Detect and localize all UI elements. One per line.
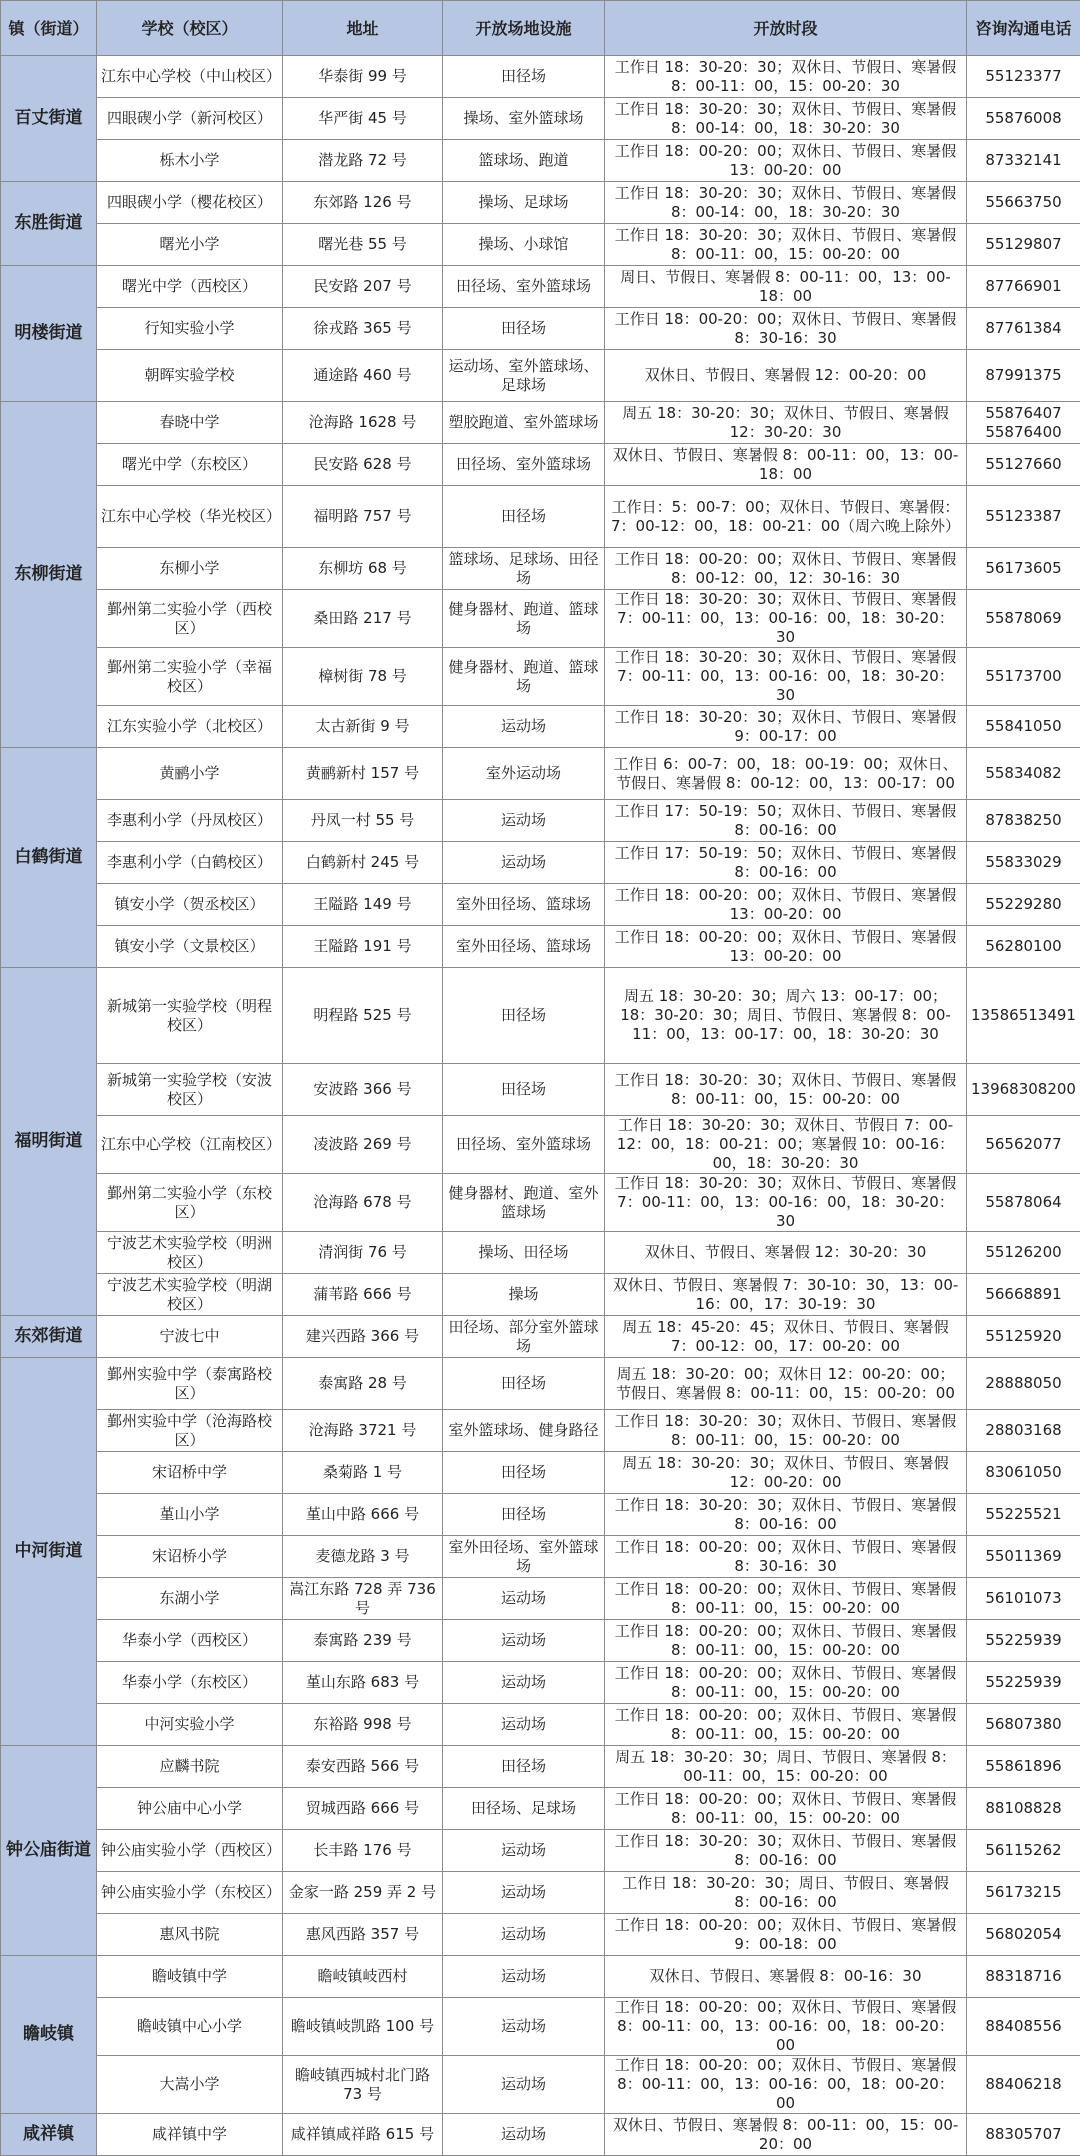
phone-cell: 87766901 xyxy=(967,266,1080,308)
address-cell: 王隘路 149 号 xyxy=(283,884,443,926)
school-cell: 鄞州第二实验小学（西校区） xyxy=(97,590,283,648)
phone-cell: 88406218 xyxy=(967,2056,1080,2114)
phone-cell: 88318716 xyxy=(967,1956,1080,1998)
facility-cell: 运动场 xyxy=(443,1998,605,2056)
table-row xyxy=(1,1830,1080,1872)
table-row xyxy=(1,968,1080,1064)
facility-cell: 运动场 xyxy=(443,1620,605,1662)
school-cell: 江东中心学校（中山校区） xyxy=(97,56,283,98)
phone-cell: 56807380 xyxy=(967,1704,1080,1746)
phone-cell: 55878069 xyxy=(967,590,1080,648)
school-cell: 咸祥镇中学 xyxy=(97,2114,283,2156)
hours-cell: 工作日 18：00-20：00；双休日、节假日、寒暑假 8：00-12：00，12：30-16：30 xyxy=(605,548,967,590)
table-row xyxy=(1,224,1080,266)
facility-cell: 运动场 xyxy=(443,1578,605,1620)
address-cell: 桑田路 217 号 xyxy=(283,590,443,648)
phone-cell: 55878064 xyxy=(967,1174,1080,1232)
facility-cell: 田径场、部分室外篮球场 xyxy=(443,1316,605,1358)
facility-cell: 田径场 xyxy=(443,486,605,548)
phone-cell: 55173700 xyxy=(967,648,1080,706)
address-cell: 潜龙路 72 号 xyxy=(283,140,443,182)
hours-cell: 周五 18：45-20：45；双休日、节假日、寒暑假 7：00-12：00，17：00-20：00 xyxy=(605,1316,967,1358)
facility-cell: 田径场 xyxy=(443,1452,605,1494)
hours-cell: 双休日、节假日、寒暑假 8：00-11：00，15：00-20：00 xyxy=(605,2114,967,2156)
hours-cell: 周日、节假日、寒暑假 8：00-11：00，13：00-18：00 xyxy=(605,266,967,308)
school-cell: 惠风书院 xyxy=(97,1914,283,1956)
address-cell: 曙光巷 55 号 xyxy=(283,224,443,266)
table-row xyxy=(1,2056,1080,2114)
town-cell: 钟公庙街道 xyxy=(1,1746,97,1956)
facility-cell: 篮球场、足球场、田径场 xyxy=(443,548,605,590)
hours-cell: 工作日 18：00-20：00；双休日、节假日、寒暑假 8：00-11：00，15：00-20：00 xyxy=(605,1704,967,1746)
phone-cell: 88108828 xyxy=(967,1788,1080,1830)
phone-cell: 56115262 xyxy=(967,1830,1080,1872)
school-cell: 钟公庙实验小学（西校区） xyxy=(97,1830,283,1872)
town-cell: 白鹤街道 xyxy=(1,748,97,968)
table-row xyxy=(1,2114,1080,2156)
table-row xyxy=(1,1914,1080,1956)
address-cell: 民安路 207 号 xyxy=(283,266,443,308)
table-row xyxy=(1,1662,1080,1704)
address-cell: 惠风西路 357 号 xyxy=(283,1914,443,1956)
address-cell: 堇山中路 666 号 xyxy=(283,1494,443,1536)
address-cell: 沧海路 678 号 xyxy=(283,1174,443,1232)
address-cell: 通途路 460 号 xyxy=(283,350,443,402)
header-address: 地址 xyxy=(283,1,443,56)
school-cell: 华泰小学（西校区） xyxy=(97,1620,283,1662)
address-cell: 王隘路 191 号 xyxy=(283,926,443,968)
table-row xyxy=(1,926,1080,968)
school-cell: 瞻岐镇中心小学 xyxy=(97,1998,283,2056)
hours-cell: 工作日 18：30-20：30；双休日、节假日、寒暑假 8：00-11：00，15：00-20：00 xyxy=(605,1064,967,1116)
facility-cell: 田径场 xyxy=(443,56,605,98)
hours-cell: 周五 18：30-20：30；周日、节假日、寒暑假 8：00-11：00，15：00-20：00 xyxy=(605,1746,967,1788)
phone-cell: 55011369 xyxy=(967,1536,1080,1578)
phone-cell: 56173215 xyxy=(967,1872,1080,1914)
table-row xyxy=(1,648,1080,706)
facility-cell: 操场、田径场 xyxy=(443,1232,605,1274)
facility-cell: 运动场 xyxy=(443,2056,605,2114)
school-cell: 黄鹂小学 xyxy=(97,748,283,800)
phone-cell: 83061050 xyxy=(967,1452,1080,1494)
hours-cell: 双休日、节假日、寒暑假 8：00-11：00，13：00-18：00 xyxy=(605,444,967,486)
address-cell: 建兴西路 366 号 xyxy=(283,1316,443,1358)
table-row xyxy=(1,1274,1080,1316)
address-cell: 瞻岐镇岐西村 xyxy=(283,1956,443,1998)
hours-cell: 工作日 18：00-20：00；双休日、节假日、寒暑假 8：00-11：00，15：00-20：00 xyxy=(605,1578,967,1620)
address-cell: 黄鹂新村 157 号 xyxy=(283,748,443,800)
address-cell: 麦德龙路 3 号 xyxy=(283,1536,443,1578)
table-row xyxy=(1,842,1080,884)
facility-cell: 健身器材、跑道、篮球场 xyxy=(443,648,605,706)
school-cell: 鄞州实验中学（沧海路校区） xyxy=(97,1410,283,1452)
facility-cell: 室外篮球场、健身路径 xyxy=(443,1410,605,1452)
facility-cell: 田径场、室外篮球场 xyxy=(443,1116,605,1174)
facility-cell: 室外田径场、篮球场 xyxy=(443,926,605,968)
facility-cell: 操场、足球场 xyxy=(443,182,605,224)
school-cell: 曙光中学（东校区） xyxy=(97,444,283,486)
address-cell: 丹凤一村 55 号 xyxy=(283,800,443,842)
facility-cell: 运动场 xyxy=(443,1956,605,1998)
phone-cell: 56562077 xyxy=(967,1116,1080,1174)
school-cell: 江东中心学校（江南校区） xyxy=(97,1116,283,1174)
school-cell: 东柳小学 xyxy=(97,548,283,590)
address-cell: 泰寓路 239 号 xyxy=(283,1620,443,1662)
phone-cell: 56668891 xyxy=(967,1274,1080,1316)
school-cell: 江东实验小学（北校区） xyxy=(97,706,283,748)
facility-cell: 运动场、室外篮球场、足球场 xyxy=(443,350,605,402)
town-cell: 咸祥镇 xyxy=(1,2114,97,2156)
table-row xyxy=(1,266,1080,308)
hours-cell: 周五 18：30-20：30；双休日、节假日、寒暑假 12：00-20：00 xyxy=(605,1452,967,1494)
phone-cell: 55841050 xyxy=(967,706,1080,748)
hours-cell: 工作日 18：00-20：00；双休日、节假日、寒暑假 8：00-11：00，15：00-20：00 xyxy=(605,1620,967,1662)
table-row xyxy=(1,800,1080,842)
school-cell: 新城第一实验学校（安波校区） xyxy=(97,1064,283,1116)
hours-cell: 工作日 18：30-20：30；周日、节假日、寒暑假 8：00-16：00 xyxy=(605,1872,967,1914)
facility-cell: 运动场 xyxy=(443,706,605,748)
table-row xyxy=(1,1174,1080,1232)
table-body xyxy=(1,56,1080,2156)
facility-cell: 运动场 xyxy=(443,842,605,884)
school-cell: 曙光小学 xyxy=(97,224,283,266)
facility-cell: 田径场 xyxy=(443,968,605,1064)
school-cell: 四眼碶小学（新河校区） xyxy=(97,98,283,140)
facility-cell: 田径场、足球场 xyxy=(443,1788,605,1830)
phone-cell: 55834082 xyxy=(967,748,1080,800)
hours-cell: 工作日：5：00-7：00；双休日、节假日、寒暑假：7：00-12：00，18：00-21：00（周六晚上除外） xyxy=(605,486,967,548)
address-cell: 堇山东路 683 号 xyxy=(283,1662,443,1704)
table-row xyxy=(1,486,1080,548)
address-cell: 嵩江东路 728 弄 736 号 xyxy=(283,1578,443,1620)
table-row xyxy=(1,402,1080,444)
facility-cell: 塑胶跑道、室外篮球场 xyxy=(443,402,605,444)
hours-cell: 周五 18：30-20：30；双休日、节假日、寒暑假 12：30-20：30 xyxy=(605,402,967,444)
facility-cell: 健身器材、跑道、室外篮球场 xyxy=(443,1174,605,1232)
facility-cell: 运动场 xyxy=(443,1662,605,1704)
table-row xyxy=(1,1536,1080,1578)
address-cell: 金家一路 259 弄 2 号 xyxy=(283,1872,443,1914)
facility-cell: 篮球场、跑道 xyxy=(443,140,605,182)
address-cell: 长丰路 176 号 xyxy=(283,1830,443,1872)
hours-cell: 工作日 17：50-19：50；双休日、节假日、寒暑假 8：00-16：00 xyxy=(605,800,967,842)
phone-cell: 55225939 xyxy=(967,1620,1080,1662)
table-row xyxy=(1,1704,1080,1746)
table-row xyxy=(1,1232,1080,1274)
address-cell: 凌波路 269 号 xyxy=(283,1116,443,1174)
hours-cell: 工作日 18：30-20：30；双休日、节假日 7：00-12：00，18：00-21：00；寒暑假 10：00-16：00，18：30-20：30 xyxy=(605,1116,967,1174)
hours-cell: 工作日 18：30-20：30；双休日、节假日、寒暑假 8：00-14：00，18：30-20：30 xyxy=(605,98,967,140)
facility-cell: 操场、小球馆 xyxy=(443,224,605,266)
hours-cell: 工作日 18：30-20：30；双休日、节假日、寒暑假 7：00-11：00，13：00-16：00，18：30-20：30 xyxy=(605,648,967,706)
phone-cell: 55663750 xyxy=(967,182,1080,224)
hours-cell: 双休日、节假日、寒暑假 7：30-10：30，13：00-16：00，17：30-19：30 xyxy=(605,1274,967,1316)
header-school: 学校（校区） xyxy=(97,1,283,56)
table-row xyxy=(1,1746,1080,1788)
phone-cell: 13586513491 xyxy=(967,968,1080,1064)
school-cell: 镇安小学（贺丞校区） xyxy=(97,884,283,926)
school-cell: 朝晖实验学校 xyxy=(97,350,283,402)
phone-cell: 87332141 xyxy=(967,140,1080,182)
table-row xyxy=(1,308,1080,350)
address-cell: 咸祥镇咸祥路 615 号 xyxy=(283,2114,443,2156)
facility-cell: 运动场 xyxy=(443,1914,605,1956)
table-row xyxy=(1,1452,1080,1494)
school-cell: 鄞州第二实验小学（幸福校区） xyxy=(97,648,283,706)
address-cell: 徐戎路 365 号 xyxy=(283,308,443,350)
table-row xyxy=(1,1578,1080,1620)
school-cell: 宁波艺术实验学校（明洲校区） xyxy=(97,1232,283,1274)
town-cell: 东柳街道 xyxy=(1,402,97,748)
hours-cell: 周五 18：30-20：30；周六 13：00-17：00；18：30-20：30；周日、节假日、寒暑假 8：00-11：00，13：00-17：00，18：30-20：30 xyxy=(605,968,967,1064)
hours-cell: 工作日 18：30-20：30；双休日、节假日、寒暑假 7：00-11：00，13：00-16：00，18：30-20：30 xyxy=(605,1174,967,1232)
header-row xyxy=(1,1,1080,56)
hours-cell: 工作日 18：00-20：00；双休日、节假日、寒暑假 13：00-20：00 xyxy=(605,926,967,968)
facility-cell: 操场、室外篮球场 xyxy=(443,98,605,140)
table-row xyxy=(1,350,1080,402)
table-row xyxy=(1,1316,1080,1358)
facility-cell: 运动场 xyxy=(443,800,605,842)
town-cell: 福明街道 xyxy=(1,968,97,1316)
address-cell: 福明路 757 号 xyxy=(283,486,443,548)
hours-cell: 工作日 18：30-20：30；双休日、节假日、寒暑假 8：00-11：00，15：00-20：00 xyxy=(605,1410,967,1452)
school-cell: 大嵩小学 xyxy=(97,2056,283,2114)
school-cell: 钟公庙实验小学（东校区） xyxy=(97,1872,283,1914)
town-cell: 明楼街道 xyxy=(1,266,97,402)
address-cell: 明程路 525 号 xyxy=(283,968,443,1064)
table-row xyxy=(1,548,1080,590)
hours-cell: 周五 18：30-20：00；双休日 12：00-20：00；节假日、寒暑假 8：00-11：00，15：00-20：00 xyxy=(605,1358,967,1410)
school-cell: 李惠利小学（丹凤校区） xyxy=(97,800,283,842)
hours-cell: 工作日 18：00-20：00；双休日、节假日、寒暑假 8：00-11：00，13：00-16：00，18：00-20：00 xyxy=(605,2056,967,2114)
table-row xyxy=(1,98,1080,140)
table-row xyxy=(1,590,1080,648)
address-cell: 白鹤新村 245 号 xyxy=(283,842,443,884)
school-cell: 堇山小学 xyxy=(97,1494,283,1536)
hours-cell: 工作日 18：00-20：00；双休日、节假日、寒暑假 8：30-16：30 xyxy=(605,1536,967,1578)
hours-cell: 工作日 18：30-20：30；双休日、节假日、寒暑假 8：00-16：00 xyxy=(605,1494,967,1536)
phone-cell: 56173605 xyxy=(967,548,1080,590)
town-cell: 瞻岐镇 xyxy=(1,1956,97,2114)
table-row xyxy=(1,1620,1080,1662)
school-cell: 鄞州第二实验小学（东校区） xyxy=(97,1174,283,1232)
address-cell: 桑菊路 1 号 xyxy=(283,1452,443,1494)
facility-cell: 田径场 xyxy=(443,1358,605,1410)
facility-cell: 运动场 xyxy=(443,1704,605,1746)
school-cell: 宁波艺术实验学校（明湖校区） xyxy=(97,1274,283,1316)
phone-cell: 56802054 xyxy=(967,1914,1080,1956)
table-row xyxy=(1,1872,1080,1914)
facility-cell: 室外运动场 xyxy=(443,748,605,800)
hours-cell: 双休日、节假日、寒暑假 12：00-20：00 xyxy=(605,350,967,402)
school-cell: 钟公庙中心小学 xyxy=(97,1788,283,1830)
table-row xyxy=(1,1064,1080,1116)
phone-cell: 55127660 xyxy=(967,444,1080,486)
town-cell: 百丈街道 xyxy=(1,56,97,182)
address-cell: 沧海路 1628 号 xyxy=(283,402,443,444)
facility-cell: 田径场 xyxy=(443,1746,605,1788)
address-cell: 瞻岐镇西城村北门路 73 号 xyxy=(283,2056,443,2114)
school-cell: 曙光中学（西校区） xyxy=(97,266,283,308)
school-cell: 春晓中学 xyxy=(97,402,283,444)
header-facility: 开放场地设施 xyxy=(443,1,605,56)
table-row xyxy=(1,1998,1080,2056)
address-cell: 沧海路 3721 号 xyxy=(283,1410,443,1452)
town-cell: 东郊街道 xyxy=(1,1316,97,1358)
hours-cell: 工作日 18：00-20：00；双休日、节假日、寒暑假 13：00-20：00 xyxy=(605,140,967,182)
hours-cell: 工作日 18：00-20：00；双休日、节假日、寒暑假 8：00-11：00，15：00-20：00 xyxy=(605,1662,967,1704)
table-row xyxy=(1,56,1080,98)
school-cell: 华泰小学（东校区） xyxy=(97,1662,283,1704)
school-cell: 中河实验小学 xyxy=(97,1704,283,1746)
facility-cell: 室外田径场、室外篮球场 xyxy=(443,1536,605,1578)
hours-cell: 工作日 18：30-20：30；双休日、节假日、寒暑假 8：00-14：00，18：30-20：30 xyxy=(605,182,967,224)
school-cell: 东湖小学 xyxy=(97,1578,283,1620)
school-cell: 江东中心学校（华光校区） xyxy=(97,486,283,548)
table-row xyxy=(1,1410,1080,1452)
school-cell: 新城第一实验学校（明程校区） xyxy=(97,968,283,1064)
phone-cell: 13968308200 xyxy=(967,1064,1080,1116)
facility-cell: 田径场、室外篮球场 xyxy=(443,444,605,486)
hours-cell: 双休日、节假日、寒暑假 12：30-20：30 xyxy=(605,1232,967,1274)
phone-cell: 55125920 xyxy=(967,1316,1080,1358)
table-row xyxy=(1,884,1080,926)
facility-cell: 室外田径场、篮球场 xyxy=(443,884,605,926)
table-row xyxy=(1,748,1080,800)
hours-cell: 工作日 18：30-20：30；双休日、节假日、寒暑假 8：00-16：00 xyxy=(605,1830,967,1872)
hours-cell: 工作日 18：30-20：30；双休日、节假日、寒暑假 9：00-17：00 xyxy=(605,706,967,748)
facility-cell: 田径场 xyxy=(443,1064,605,1116)
hours-cell: 工作日 17：50-19：50；双休日、节假日、寒暑假 8：00-16：00 xyxy=(605,842,967,884)
town-cell: 中河街道 xyxy=(1,1358,97,1746)
address-cell: 泰安西路 566 号 xyxy=(283,1746,443,1788)
phone-cell: 56280100 xyxy=(967,926,1080,968)
address-cell: 太古新街 9 号 xyxy=(283,706,443,748)
header-town: 镇（街道） xyxy=(1,1,97,56)
school-cell: 宁波七中 xyxy=(97,1316,283,1358)
town-cell: 东胜街道 xyxy=(1,182,97,266)
phone-cell: 55129807 xyxy=(967,224,1080,266)
phone-cell: 55876407 55876400 xyxy=(967,402,1080,444)
table-row xyxy=(1,1956,1080,1998)
school-cell: 宋诏桥小学 xyxy=(97,1536,283,1578)
facility-cell: 运动场 xyxy=(443,1830,605,1872)
phone-cell: 55126200 xyxy=(967,1232,1080,1274)
phone-cell: 55123377 xyxy=(967,56,1080,98)
table-row xyxy=(1,444,1080,486)
address-cell: 泰寓路 28 号 xyxy=(283,1358,443,1410)
phone-cell: 55833029 xyxy=(967,842,1080,884)
facility-cell: 运动场 xyxy=(443,1872,605,1914)
phone-cell: 28888050 xyxy=(967,1358,1080,1410)
address-cell: 东裕路 998 号 xyxy=(283,1704,443,1746)
address-cell: 民安路 628 号 xyxy=(283,444,443,486)
hours-cell: 双休日、节假日、寒暑假 8：00-16：30 xyxy=(605,1956,967,1998)
header-phone: 咨询沟通电话 xyxy=(967,1,1080,56)
phone-cell: 55229280 xyxy=(967,884,1080,926)
facility-cell: 运动场 xyxy=(443,2114,605,2156)
table-row xyxy=(1,1116,1080,1174)
address-cell: 蒲苇路 666 号 xyxy=(283,1274,443,1316)
table-row xyxy=(1,140,1080,182)
phone-cell: 56101073 xyxy=(967,1578,1080,1620)
address-cell: 樟树街 78 号 xyxy=(283,648,443,706)
facility-cell: 操场 xyxy=(443,1274,605,1316)
table-row xyxy=(1,706,1080,748)
phone-cell: 55225521 xyxy=(967,1494,1080,1536)
header-hours: 开放时段 xyxy=(605,1,967,56)
phone-cell: 55876008 xyxy=(967,98,1080,140)
phone-cell: 55861896 xyxy=(967,1746,1080,1788)
address-cell: 瞻岐镇岐凯路 100 号 xyxy=(283,1998,443,2056)
address-cell: 清润街 76 号 xyxy=(283,1232,443,1274)
address-cell: 华严街 45 号 xyxy=(283,98,443,140)
school-cell: 李惠利小学（白鹤校区） xyxy=(97,842,283,884)
school-cell: 栎木小学 xyxy=(97,140,283,182)
hours-cell: 工作日 18：00-20：00；双休日、节假日、寒暑假 8：30-16：30 xyxy=(605,308,967,350)
phone-cell: 55123387 xyxy=(967,486,1080,548)
facility-cell: 田径场 xyxy=(443,308,605,350)
address-cell: 贸城西路 666 号 xyxy=(283,1788,443,1830)
phone-cell: 87761384 xyxy=(967,308,1080,350)
phone-cell: 87838250 xyxy=(967,800,1080,842)
address-cell: 东柳坊 68 号 xyxy=(283,548,443,590)
hours-cell: 工作日 18：00-20：00；双休日、节假日、寒暑假 8：00-11：00，15：00-20：00 xyxy=(605,1788,967,1830)
school-cell: 行知实验小学 xyxy=(97,308,283,350)
facility-cell: 健身器材、跑道、篮球场 xyxy=(443,590,605,648)
school-cell: 应麟书院 xyxy=(97,1746,283,1788)
hours-cell: 工作日 18：30-20：30；双休日、节假日、寒暑假 7：00-11：00，13：00-16：00，18：30-20：30 xyxy=(605,590,967,648)
school-cell: 宋诏桥中学 xyxy=(97,1452,283,1494)
school-cell: 瞻岐镇中学 xyxy=(97,1956,283,1998)
facility-cell: 田径场、室外篮球场 xyxy=(443,266,605,308)
table-row xyxy=(1,1494,1080,1536)
hours-cell: 工作日 18：30-20：30；双休日、节假日、寒暑假 8：00-11：00，15：00-20：30 xyxy=(605,56,967,98)
school-cell: 鄞州实验中学（泰寓路校区） xyxy=(97,1358,283,1410)
facility-cell: 田径场 xyxy=(443,1494,605,1536)
school-cell: 四眼碶小学（樱花校区） xyxy=(97,182,283,224)
phone-cell: 88305707 xyxy=(967,2114,1080,2156)
address-cell: 东郊路 126 号 xyxy=(283,182,443,224)
school-cell: 镇安小学（文景校区） xyxy=(97,926,283,968)
phone-cell: 87991375 xyxy=(967,350,1080,402)
hours-cell: 工作日 6：00-7：00，18：00-19：00；双休日、节假日、寒暑假 8：00-12：00，13：00-17：00 xyxy=(605,748,967,800)
phone-cell: 28803168 xyxy=(967,1410,1080,1452)
hours-cell: 工作日 18：00-20：00；双休日、节假日、寒暑假 8：00-11：00，13：00-16：00，18：00-20：00 xyxy=(605,1998,967,2056)
hours-cell: 工作日 18：00-20：00；双休日、节假日、寒暑假 9：00-18：00 xyxy=(605,1914,967,1956)
table-row xyxy=(1,182,1080,224)
table-row xyxy=(1,1788,1080,1830)
phone-cell: 55225939 xyxy=(967,1662,1080,1704)
hours-cell: 工作日 18：30-20：30；双休日、节假日、寒暑假 8：00-11：00，15：00-20：00 xyxy=(605,224,967,266)
table-row xyxy=(1,1358,1080,1410)
address-cell: 华泰街 99 号 xyxy=(283,56,443,98)
hours-cell: 工作日 18：00-20：00；双休日、节假日、寒暑假 13：00-20：00 xyxy=(605,884,967,926)
address-cell: 安波路 366 号 xyxy=(283,1064,443,1116)
phone-cell: 88408556 xyxy=(967,1998,1080,2056)
